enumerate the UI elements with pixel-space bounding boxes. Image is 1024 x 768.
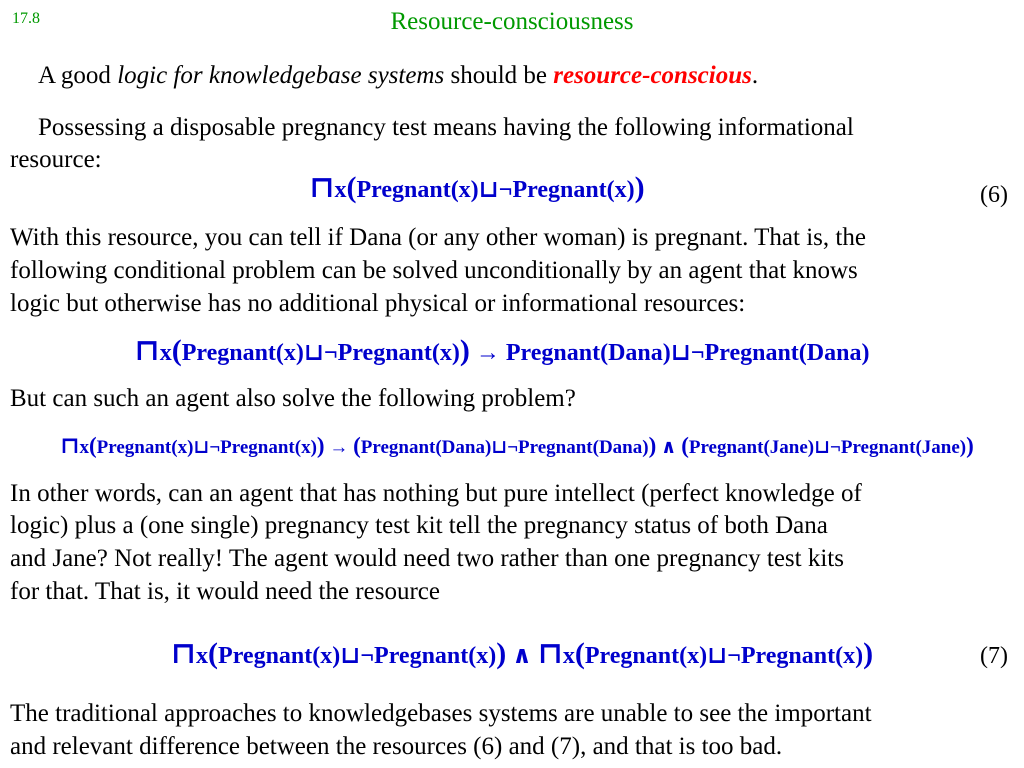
formula-7: ⊓x(Pregnant(x)⊔¬Pregnant(x)) ∧ ⊓x(Pregnant(x)⊔¬Pregnant(x)) [170,637,874,670]
formula-conditional-rhs: Pregnant(Dana)⊔¬Pregnant(Dana) [505,340,870,366]
formula-6-label: (6) [980,182,1008,208]
choice-quantifier-symbol: ⊓ [134,334,160,367]
slide-title: Resource-consciousness [390,8,634,35]
choice-quantifier-symbol: ⊓ [309,171,335,204]
intro-emphasis: resource-conscious [553,62,752,89]
choice-quantifier-symbol: ⊓ [537,637,563,670]
para4-line3: and Jane? Not really! The agent would need two rather than one pregnancy test kits [10,545,844,572]
choice-quantifier-symbol: ⊓ [60,433,80,458]
wedge-symbol: ∧ [512,643,532,669]
intro-italic: logic for knowledgebase systems [117,62,445,89]
para4-line1: In other words, can an agent that has nothing but pure intellect (perfect knowledge of [10,480,862,507]
arrow-symbol: → [475,340,500,366]
formula-6-body: Pregnant(x)⊔¬Pregnant(x) [356,177,635,203]
arrow-symbol: → [329,437,349,458]
choice-quantifier-symbol: ⊓ [170,637,197,670]
intro-prefix: A good [38,62,118,89]
wedge-symbol: ∧ [661,437,677,458]
para1-line1: Possessing a disposable pregnancy test means having the following informational [38,114,854,141]
para5-line2: and relevant difference between the resources (6) and (7), and that is too bad. [10,733,783,760]
para1-line2: resource: [10,146,102,173]
intro-suffix: . [751,62,759,89]
formula-conditional: ⊓x(Pregnant(x)⊔¬Pregnant(x)) → Pregnant(Dana)⊔¬Pregnant(Dana) [134,334,870,367]
para2-line1: With this resource, you can tell if Dana (or any other woman) is pregnant. That is, the [10,224,866,251]
formula-6: ⊓x(Pregnant(x)⊔¬Pregnant(x)) [309,171,645,204]
para2-line3: logic but otherwise has no additional physical or informational resources: [10,290,746,317]
para5-line1: The traditional approaches to knowledgebases systems are unable to see the important [10,700,872,727]
intro-paragraph [38,60,758,92]
slide-number: 17.8 [12,10,40,27]
para4-line2: logic) plus a (one single) pregnancy test kit tell the pregnancy status of both Dana [10,512,828,539]
para3-line1: But can such an agent also solve the following problem? [10,385,576,412]
formula-both: ⊓x(Pregnant(x)⊔¬Pregnant(x)) → (Pregnant(Dana)⊔¬Pregnant(Dana)) ∧ (Pregnant(Jane)⊔¬Pregnant(Jane)) [60,433,974,458]
para2-line2: following conditional problem can be solved unconditionally by an agent that knows [10,257,858,284]
intro-middle: should be [444,62,554,89]
formula-7-label: (7) [980,643,1008,669]
para4-line4: for that. That is, it would need the resource [10,578,440,605]
